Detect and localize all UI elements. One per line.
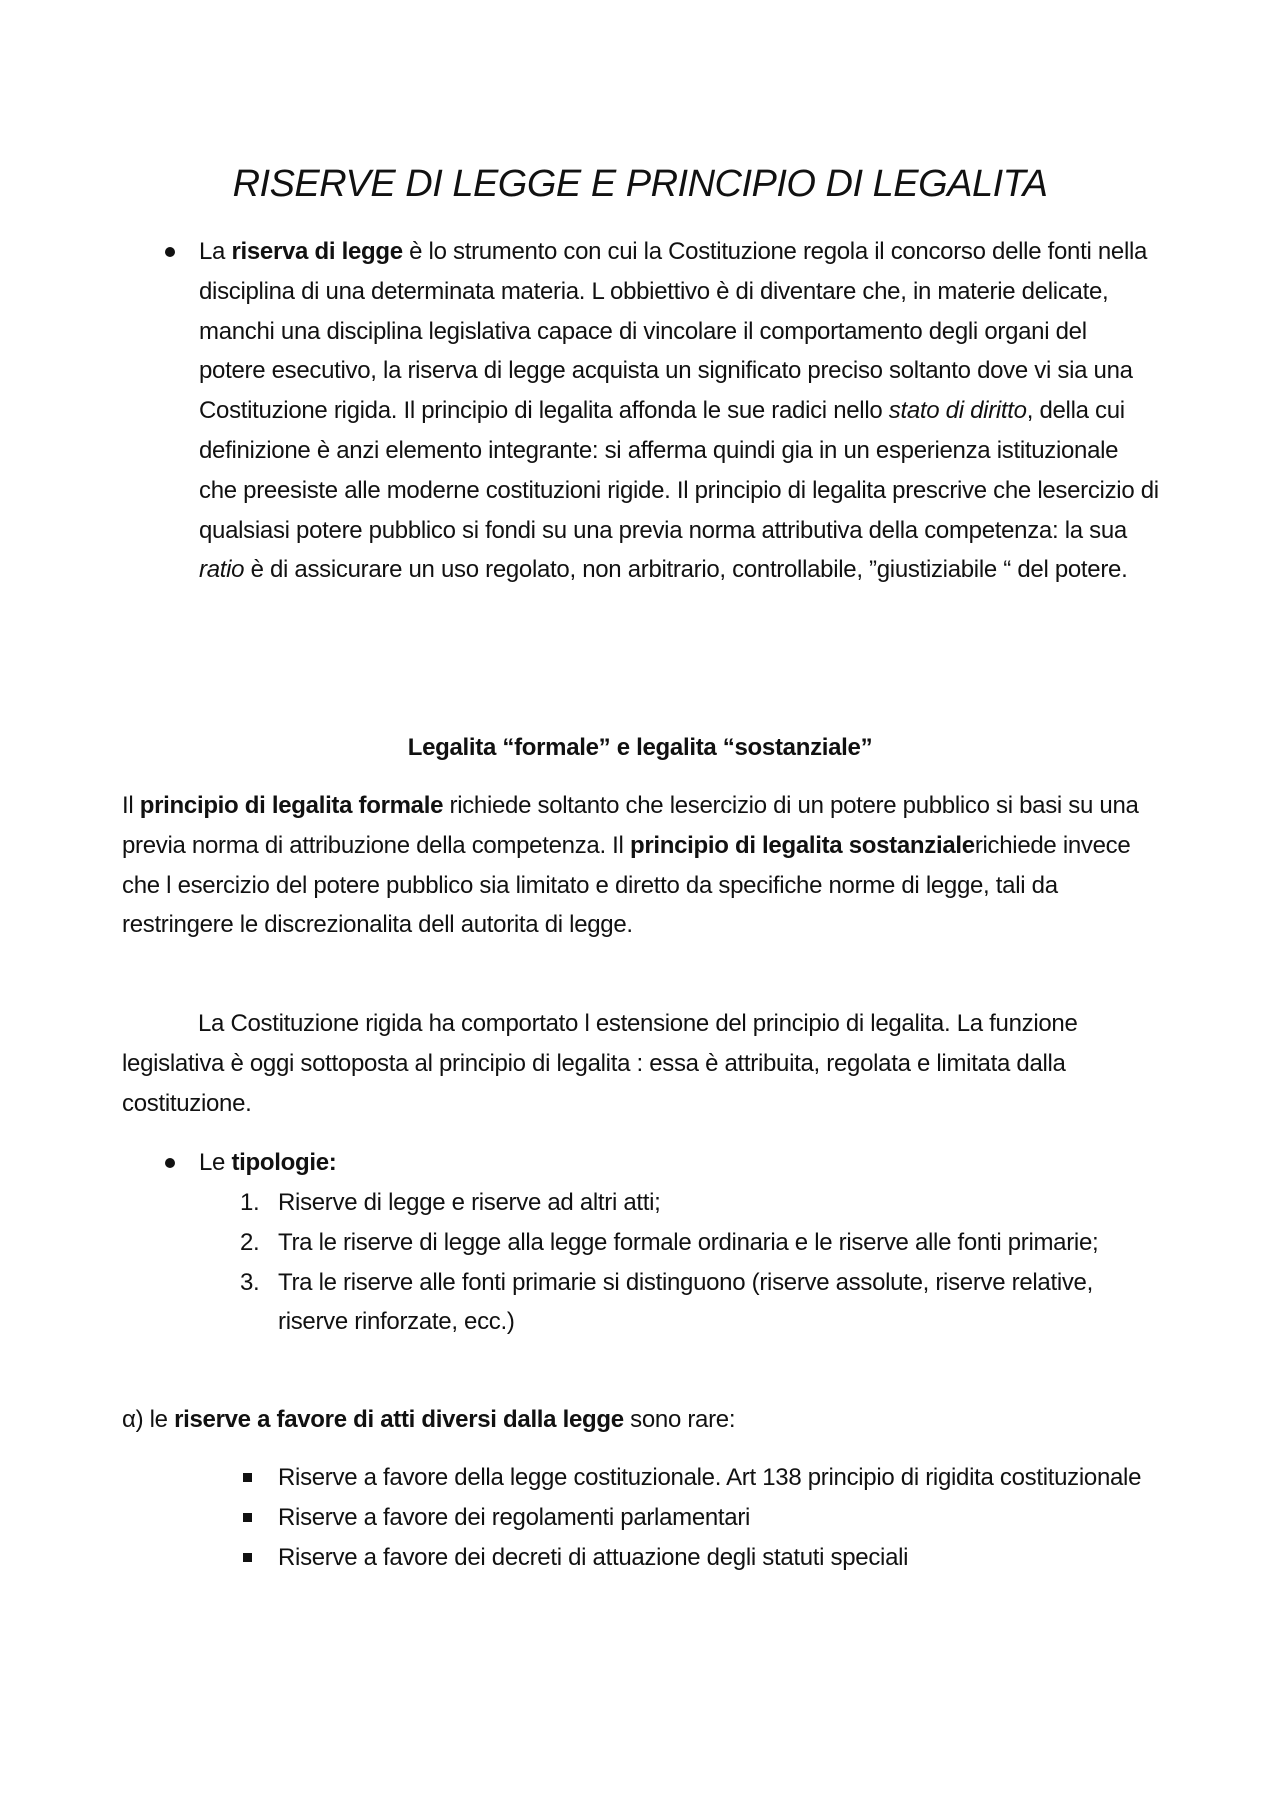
list-item-text: Riserve a favore dei regolamenti parlamentari	[278, 1503, 751, 1531]
bold-term: riserve a favore di atti diversi dalla legge	[174, 1406, 624, 1433]
alpha-list	[240, 1458, 1160, 1577]
text-run: è lo strumento con cui la Costituzione regola il concorso delle fonti nella disciplina di una determinata materia. L obbiettivo è di diventare che, in materie delicate, manchi una disciplina legislativa capace di vincolare il comportamento degli organi del potere esecutivo, la riserva di legge acquista un significato preciso soltanto dove vi sia una Costituzione rigida. Il principio di legalita affonda le sue radici nello	[199, 238, 1148, 425]
intro-paragraph	[199, 232, 1159, 590]
list-number: 2.	[240, 1228, 260, 1256]
section-heading: Legalita “formale” e legalita “sostanziale”	[407, 734, 873, 761]
tipologie-heading	[199, 1143, 1159, 1183]
bold-term: principio di legalita formale	[139, 792, 444, 819]
bold-term: riserva di legge	[231, 238, 403, 265]
bold-term: principio di legalita sostanziale	[629, 831, 975, 859]
square-bullet-icon	[243, 1513, 252, 1522]
list-number: 3.	[240, 1268, 260, 1296]
costituzione-paragraph: La Costituzione rigida ha comportato l estensione del principio di legalita. La funzione legislativa è oggi sottoposta al principio di legalita : essa è attribuita, regolata e limitata dalla costituzione.	[122, 1010, 1078, 1117]
square-bullet-icon	[243, 1553, 252, 1562]
text-run: α) le	[122, 1406, 175, 1433]
text-run: richiede invece che l esercizio del potere pubblico sia limitato e diretto da specifiche norme di legge, tali da restringere le discrezionalita dell autorita di legge.	[122, 831, 1131, 939]
list-item	[240, 1538, 1160, 1578]
list-item	[240, 1498, 1160, 1538]
list-item	[240, 1458, 1160, 1498]
tipologie-list	[240, 1183, 1160, 1342]
document-title: RISERVE DI LEGGE E PRINCIPIO DI LEGALITA	[232, 163, 1048, 205]
italic-term: stato di diritto	[888, 397, 1027, 425]
list-item-text: Riserve a favore della legge costituzionale. Art 138 principio di rigidita costituzionale	[278, 1464, 1142, 1491]
list-item-text: Tra le riserve di legge alla legge formale ordinaria e le riserve alle fonti primarie;	[278, 1228, 1099, 1256]
list-number: 1.	[240, 1189, 260, 1216]
text-run: richiede soltanto che lesercizio di un potere pubblico si basi su una previa norma di attribuzione della competenza. Il	[122, 792, 1139, 859]
bullet-icon	[165, 1158, 175, 1168]
list-item	[240, 1263, 1160, 1343]
list-item-text: Riserve a favore dei decreti di attuazione degli statuti speciali	[278, 1543, 909, 1571]
list-item-text: Tra le riserve alle fonti primarie si distinguono (riserve assolute, riserve relative, riserve rinforzate, ecc.)	[278, 1268, 1093, 1336]
legalita-paragraph	[122, 786, 1162, 945]
text-run: Le	[199, 1149, 232, 1176]
text-run: , della cui definizione è anzi elemento integrante: si afferma quindi gia in un esperienza istituzionale che preesiste alle moderne costituzioni rigide. Il principio di legalita prescrive che lesercizio di qualsiasi potere pubblico si fondi su una previa norma attributiva della competenza: la sua	[199, 397, 1159, 544]
text-run: La	[199, 238, 232, 265]
list-item	[240, 1183, 1160, 1223]
list-item-text: Riserve di legge e riserve ad altri atti;	[278, 1189, 661, 1216]
alpha-paragraph	[122, 1400, 1162, 1440]
text-run: è di assicurare un uso regolato, non arbitrario, controllabile, ”giustiziabile “ del potere.	[244, 556, 1128, 584]
bullet-icon	[165, 247, 175, 257]
text-run: sono rare:	[623, 1406, 736, 1433]
bold-term: tipologie:	[231, 1149, 337, 1176]
text-run: Il	[122, 792, 140, 819]
italic-term: ratio	[199, 556, 245, 584]
list-item	[240, 1223, 1160, 1263]
square-bullet-icon	[243, 1473, 252, 1482]
